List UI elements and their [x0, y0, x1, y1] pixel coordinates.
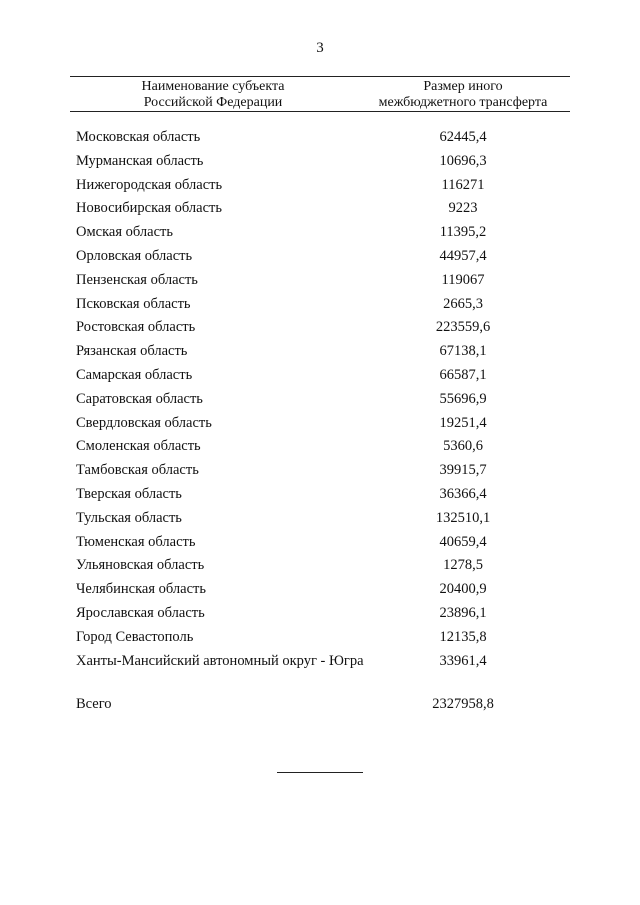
row-transfer-amount: 66587,1	[439, 366, 487, 383]
table-header	[70, 76, 570, 112]
row-subject-name: Московская область	[76, 129, 201, 145]
row-transfer-amount: 55696,9	[439, 390, 487, 407]
table-row	[70, 554, 570, 578]
row-subject-name: Самарская область	[76, 366, 193, 383]
row-transfer-amount: 44957,4	[439, 247, 487, 264]
row-subject-name: Саратовская область	[76, 390, 203, 407]
table-row	[70, 150, 570, 174]
table-row	[70, 483, 570, 507]
table-body	[70, 126, 570, 716]
table-total-row	[70, 693, 570, 717]
row-subject-name: Ульяновская область	[76, 557, 205, 574]
row-transfer-amount: 2665,3	[443, 295, 483, 312]
row-subject-name: Ярославская область	[76, 604, 205, 621]
row-transfer-amount: 119067	[441, 271, 485, 288]
row-subject-name: Челябинская область	[76, 581, 206, 598]
row-transfer-amount: 62445,4	[439, 129, 487, 145]
page-number: 3	[316, 40, 324, 56]
row-transfer-amount: 10696,3	[439, 152, 487, 169]
row-subject-name: Рязанская область	[76, 343, 188, 360]
row-transfer-amount: 116271	[441, 176, 485, 193]
table-row	[70, 531, 570, 555]
table-row	[70, 221, 570, 245]
row-subject-name: Новосибирская область	[76, 200, 222, 217]
row-transfer-amount: 1278,5	[443, 557, 483, 574]
header-transfer-amount-line2: межбюджетного трансферта	[378, 95, 548, 110]
row-subject-name: Нижегородская область	[76, 176, 223, 193]
row-subject-name: Тверская область	[76, 485, 182, 502]
row-subject-name: Город Севастополь	[76, 628, 194, 645]
header-subject-name-line1: Наименование субъекта	[141, 79, 285, 94]
table-row	[70, 507, 570, 531]
row-transfer-amount: 40659,4	[439, 533, 487, 550]
total-label: Всего	[76, 695, 112, 712]
transfer-table	[70, 76, 570, 712]
table-row	[70, 293, 570, 317]
table-row	[70, 197, 570, 221]
table-row	[70, 578, 570, 602]
header-subject-name	[70, 79, 356, 111]
table-row	[70, 174, 570, 198]
row-transfer-amount: 39915,7	[439, 462, 487, 479]
row-subject-name: Омская область	[76, 224, 173, 241]
row-transfer-amount: 19251,4	[439, 414, 487, 431]
row-transfer-amount: 23896,1	[439, 604, 487, 621]
table-row	[70, 626, 570, 650]
table-row	[70, 269, 570, 293]
row-transfer-amount: 33961,4	[439, 652, 487, 669]
row-subject-name: Пензенская область	[76, 271, 198, 288]
row-subject-name: Свердловская область	[76, 414, 212, 431]
row-transfer-amount: 11395,2	[439, 224, 487, 241]
row-subject-name: Тюменская область	[76, 533, 196, 550]
table-row	[70, 245, 570, 269]
row-subject-name: Смоленская область	[76, 438, 201, 455]
row-transfer-amount: 20400,9	[439, 581, 487, 598]
end-separator-line	[277, 772, 363, 773]
header-subject-name-line2: Российской Федерации	[143, 95, 283, 110]
row-transfer-amount: 223559,6	[435, 319, 491, 336]
table-row	[70, 650, 570, 693]
header-transfer-amount-line1: Размер иного	[423, 79, 503, 94]
row-transfer-amount: 5360,6	[443, 438, 483, 455]
total-amount: 2327958,8	[432, 695, 494, 712]
row-subject-name: Мурманская область	[76, 152, 204, 169]
table-row	[70, 340, 570, 364]
table-row	[70, 316, 570, 340]
row-subject-name: Тамбовская область	[76, 462, 199, 479]
row-transfer-amount: 132510,1	[435, 509, 491, 526]
table-row	[70, 602, 570, 626]
row-subject-name: Ростовская область	[76, 319, 196, 336]
table-row	[70, 364, 570, 388]
row-subject-name: Орловская область	[76, 247, 193, 264]
table-row	[70, 126, 570, 150]
row-subject-name: Тульская область	[76, 509, 182, 526]
row-transfer-amount: 9223	[448, 200, 478, 217]
row-transfer-amount: 12135,8	[439, 628, 487, 645]
row-subject-name: Ханты-Мансийский автономный округ - Югра	[76, 652, 364, 669]
row-transfer-amount: 36366,4	[439, 485, 487, 502]
header-transfer-amount	[356, 79, 570, 111]
table-row	[70, 435, 570, 459]
table-row	[70, 388, 570, 412]
table-row	[70, 412, 570, 436]
row-transfer-amount: 67138,1	[439, 343, 487, 360]
table-row	[70, 459, 570, 483]
row-subject-name: Псковская область	[76, 295, 191, 312]
